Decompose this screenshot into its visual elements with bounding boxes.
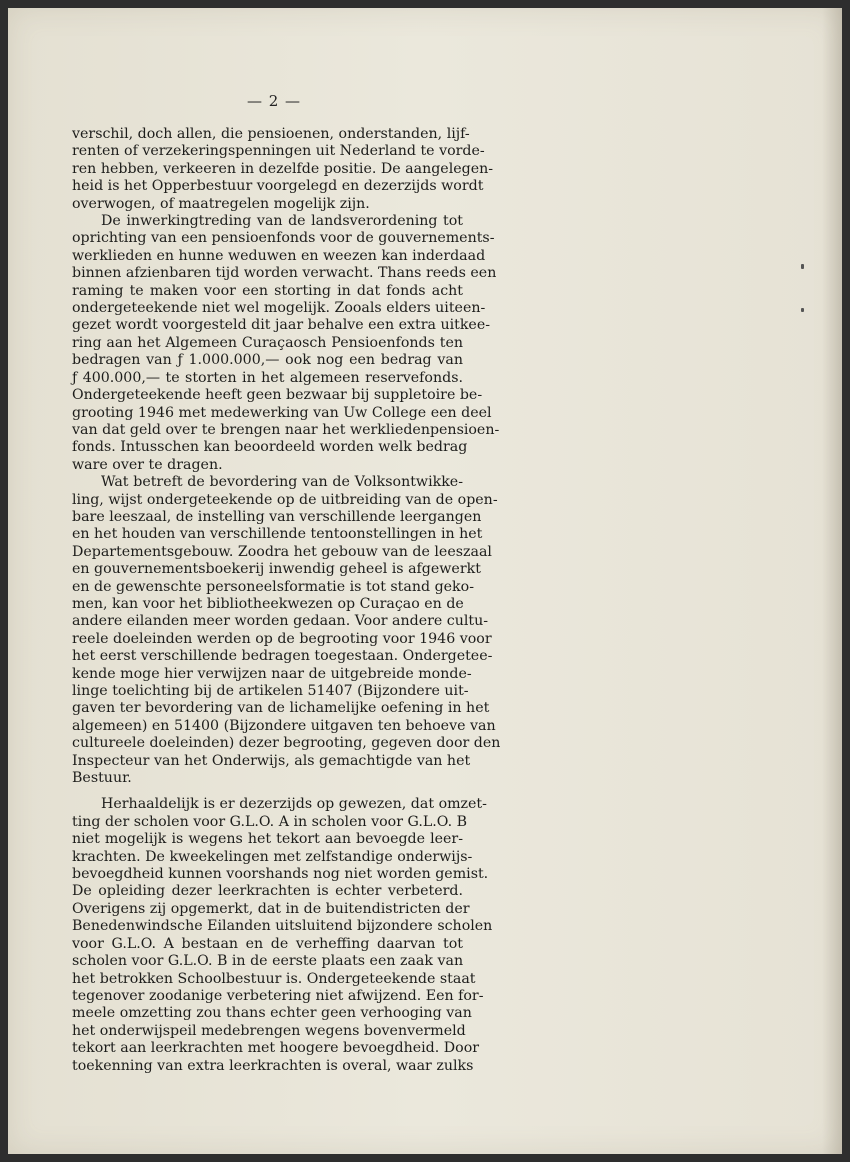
text-line: ling, wijst ondergeteekende op de uitbreiding van de open- [72, 491, 498, 508]
text-line: verschil, doch allen, die pensioenen, onderstanden, lijf- [72, 126, 470, 142]
text-line: scholen voor G.L.O. B in de eerste plaats een zaak van [72, 953, 464, 970]
text-line: binnen afzienbaren tijd worden verwacht. Thans reeds een [72, 265, 497, 282]
text-line: Benedenwindsche Eilanden uitsluitend bijzondere scholen [72, 918, 493, 935]
text-line: ƒ 400.000,— te storten in het algemeen reservefonds. [72, 369, 463, 386]
text-line: cultureele doeleinden) dezer begrooting, gegeven door den [72, 735, 501, 752]
text-line: ting der scholen voor G.L.O. A in scholen voor G.L.O. B [72, 813, 468, 830]
body-text [72, 126, 501, 1075]
text-line: oprichting van een pensioenfonds voor de gouvernements- [72, 230, 495, 247]
text-line: Bestuur. [72, 770, 132, 787]
text-line: Wat betreft de bevordering van de Volksontwikke- [101, 474, 463, 491]
page-number: — 2 — [246, 92, 302, 110]
text-line: het eerst verschillende bedragen toegestaan. Ondergetee- [72, 648, 493, 665]
text-line: Departementsgebouw. Zoodra het gebouw van de leeszaal [72, 543, 492, 560]
text-line: algemeen) en 51400 (Bijzondere uitgaven ten behoeve van [72, 717, 496, 734]
scan-speck [801, 308, 804, 312]
text-line: Ondergeteekende heeft geen bezwaar bij suppletoire be- [72, 387, 483, 404]
paragraph [72, 126, 494, 213]
text-line: gaven ter bevordering van de lichamelijke oefening in het [72, 700, 490, 717]
text-line: ring aan het Algemeen Curaçaosch Pensioenfonds ten [72, 334, 463, 351]
text-line: renten of verzekeringspenningen uit Nederland te vorde- [72, 143, 485, 160]
text-line: gezet wordt voorgesteld dit jaar behalve een extra uitkee- [72, 317, 491, 334]
text-line: niet mogelijk is wegens het tekort aan bevoegde leer- [72, 831, 463, 848]
text-line: het betrokken Schoolbestuur is. Ondergeteekende staat [72, 970, 476, 987]
text-line: De opleiding dezer leerkrachten is echter verbeterd. [72, 883, 463, 900]
text-line: meele omzetting zou thans echter geen verhooging van [72, 1005, 472, 1022]
text-line: werklieden en hunne weduwen en weezen kan inderdaad [72, 247, 486, 264]
text-line: overwogen, of maatregelen mogelijk zijn. [72, 195, 370, 212]
text-line: van dat geld over te brengen naar het werkliedenpensioen- [72, 421, 500, 438]
text-line: bare leeszaal, de instelling van verschillende leergangen [72, 508, 482, 525]
paragraph [72, 474, 501, 787]
scan-speck [801, 264, 804, 269]
document-page [8, 8, 842, 1154]
text-line: ondergeteekende niet wel mogelijk. Zooals elders uiteen- [72, 300, 486, 317]
text-line: ren hebben, verkeeren in dezelfde positie. De aangelegen- [72, 160, 494, 177]
paragraph [72, 213, 500, 474]
text-line: Inspecteur van het Onderwijs, als gemachtigde van het [72, 752, 471, 769]
text-line: het onderwijspeil medebrengen wegens bovenvermeld [72, 1022, 466, 1039]
text-line: krachten. De kweekelingen met zelfstandige onderwijs- [72, 848, 473, 865]
page-edge-shadow [822, 8, 842, 1154]
text-line: en gouvernementsboekerij inwendig geheel is afgewerkt [72, 561, 481, 578]
text-line: Herhaaldelijk is er dezerzijds op gewezen, dat omzet- [101, 796, 487, 813]
text-line: reele doeleinden werden op de begrooting voor 1946 voor [72, 630, 492, 647]
text-line: linge toelichting bij de artikelen 51407 (Bijzondere uit- [72, 683, 469, 699]
text-line: kende moge hier verwijzen naar de uitgebreide monde- [72, 665, 472, 682]
text-line: raming te maken voor een storting in dat fonds acht [72, 282, 463, 299]
text-line: voor G.L.O. A bestaan en de verheffing daarvan tot [72, 935, 463, 952]
text-line: bedragen van ƒ 1.000.000,— ook nog een bedrag van [72, 352, 463, 369]
text-line: en de gewenschte personeelsformatie is tot stand geko- [72, 578, 474, 595]
text-line: toekenning van extra leerkrachten is overal, waar zulks [72, 1057, 474, 1074]
text-line: Overigens zij opgemerkt, dat in de buitendistricten der [72, 900, 470, 917]
text-line: andere eilanden meer worden gedaan. Voor andere cultu- [72, 613, 489, 630]
text-line: tegenover zoodanige verbetering niet afwijzend. Een for- [72, 987, 484, 1004]
text-line: bevoegdheid kunnen voorshands nog niet worden gemist. [72, 866, 489, 883]
text-line: tekort aan leerkrachten met hoogere bevoegdheid. Door [72, 1040, 480, 1057]
text-line: grooting 1946 met medewerking van Uw College een deel [72, 404, 492, 421]
paragraph [72, 796, 493, 1075]
text-line: en het houden van verschillende tentoonstellingen in het [72, 526, 483, 543]
text-line: ware over te dragen. [72, 456, 223, 473]
text-line: fonds. Intusschen kan beoordeeld worden welk bedrag [72, 439, 468, 456]
text-line: heid is het Opperbestuur voorgelegd en dezerzijds wordt [72, 178, 484, 195]
text-line: men, kan voor het bibliotheekwezen op Curaçao en de [72, 595, 464, 612]
text-line: De inwerkingtreding van de landsverordening tot [101, 213, 463, 230]
